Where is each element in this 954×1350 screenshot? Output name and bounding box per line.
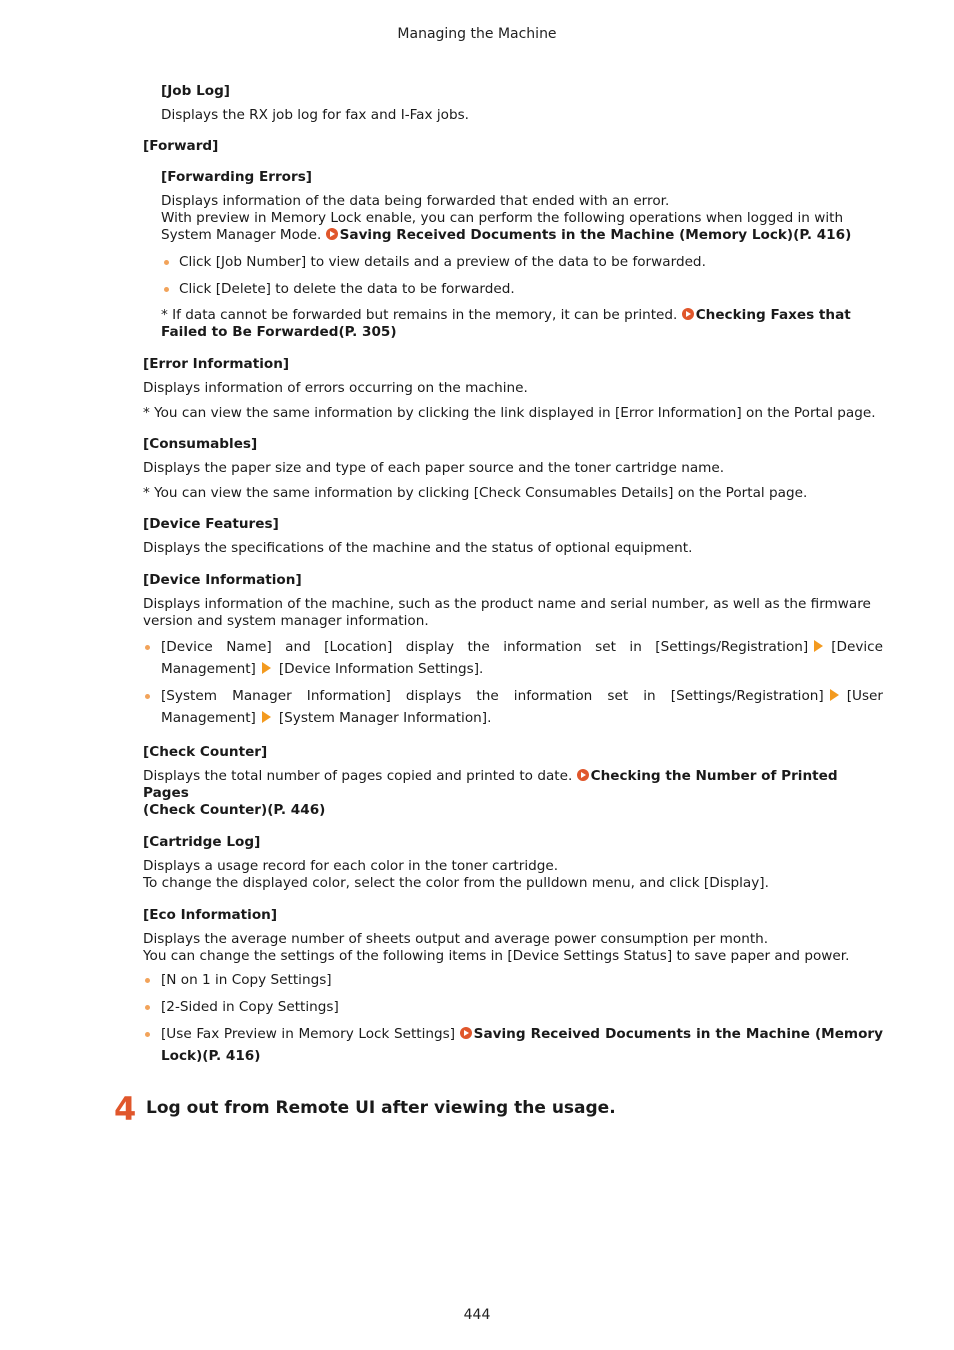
forwarding-errors-line1: Displays information of the data being forwarded that ended with an error. bbox=[161, 193, 670, 209]
eco-bullet-1: [N on 1 in Copy Settings] bbox=[161, 969, 883, 991]
memory-lock-link[interactable]: Saving Received Documents in the Machine (Memory Lock)(P. 416) bbox=[339, 227, 852, 243]
eco-bullet-3 bbox=[161, 1023, 883, 1067]
cartridge-log-desc bbox=[143, 858, 883, 892]
step-text: Log out from Remote UI after viewing the usage. bbox=[146, 1098, 616, 1118]
device-info-bullet-2-text: [System Manager Information] displays the information set in [Settings/Registration] bbox=[161, 688, 824, 704]
arrow-right-icon bbox=[262, 711, 271, 723]
forwarding-errors-line2: With preview in Memory Lock enable, you can perform the following operations when logged in with bbox=[161, 210, 844, 226]
device-info-bullet-1-p3: [Device Information Settings]. bbox=[278, 661, 484, 677]
main-content bbox=[0, 83, 954, 1067]
forward-note bbox=[161, 307, 883, 341]
eco-bullet-2: [2-Sided in Copy Settings] bbox=[161, 996, 883, 1018]
error-info-note: * You can view the same information by clicking the link displayed in [Error Information] on the Portal page. bbox=[143, 405, 876, 421]
forwarding-errors-line3-text: System Manager Mode. bbox=[161, 227, 326, 243]
arrow-right-icon bbox=[262, 662, 271, 674]
device-info-bullet-1-text: [Device Name] and [Location] display the information set in [Settings/Registration] bbox=[161, 639, 809, 655]
forwarding-errors-heading: [Forwarding Errors] bbox=[161, 169, 312, 185]
device-info-heading: [Device Information] bbox=[143, 572, 302, 588]
forwarding-errors-line3 bbox=[161, 227, 883, 244]
forward-note-line1 bbox=[161, 307, 883, 324]
device-info-bullet-2 bbox=[161, 685, 883, 729]
eco-info-desc bbox=[143, 931, 883, 965]
forward-heading: [Forward] bbox=[143, 138, 219, 154]
forward-bullet-1: Click [Job Number] to view details and a preview of the data to be forwarded. bbox=[179, 254, 883, 271]
memory-lock-link-2[interactable]: Saving Received Documents in the Machine (Memory Lock)(P. 416) bbox=[161, 1026, 883, 1064]
arrow-right-icon bbox=[830, 689, 839, 701]
printed-pages-link-a[interactable]: Checking the Number of Printed Pages bbox=[143, 768, 838, 801]
device-info-bullet-2-p2: [User Management] bbox=[161, 688, 883, 726]
check-counter-line1 bbox=[143, 768, 883, 802]
consumables-desc: Displays the paper size and type of each paper source and the toner cartridge name. bbox=[143, 460, 725, 476]
eco-info-line1: Displays the average number of sheets output and average power consumption per month. bbox=[143, 931, 769, 947]
eco-info-heading: [Eco Information] bbox=[143, 907, 278, 923]
consumables-heading: [Consumables] bbox=[143, 436, 258, 452]
job-log-desc: Displays the RX job log for fax and I-Fax jobs. bbox=[161, 107, 470, 123]
eco-info-line2: You can change the settings of the following items in [Device Settings Status] to save paper and power. bbox=[143, 948, 850, 964]
cartridge-log-heading: [Cartridge Log] bbox=[143, 834, 261, 850]
device-features-desc: Displays the specifications of the machine and the status of optional equipment. bbox=[143, 540, 693, 556]
job-log-heading: [Job Log] bbox=[161, 83, 231, 99]
device-info-desc-line1: Displays information of the machine, such as the product name and serial number, as well as the firmware bbox=[143, 596, 871, 612]
check-counter-text: Displays the total number of pages copied and printed to date. bbox=[143, 768, 577, 784]
printed-pages-link-b[interactable]: (Check Counter)(P. 446) bbox=[143, 802, 326, 818]
forward-note-text: * If data cannot be forwarded but remains in the memory, it can be printed. bbox=[161, 307, 682, 323]
device-info-bullet-1-p2: [Device Management] bbox=[161, 639, 883, 677]
link-arrow-icon bbox=[326, 228, 338, 240]
device-info-desc-line2: version and system manager information. bbox=[143, 613, 429, 629]
page-header: Managing the Machine bbox=[397, 26, 557, 42]
forward-bullet-2: Click [Delete] to delete the data to be forwarded. bbox=[179, 281, 883, 298]
forwarding-errors-desc bbox=[161, 193, 883, 244]
error-info-desc: Displays information of errors occurring on the machine. bbox=[143, 380, 528, 396]
check-counter-desc bbox=[143, 768, 883, 819]
device-info-bullet-1 bbox=[161, 636, 883, 680]
cartridge-log-line2: To change the displayed color, select the color from the pulldown menu, and click [Display]. bbox=[143, 875, 769, 891]
device-info-desc bbox=[143, 596, 883, 630]
consumables-note: * You can view the same information by clicking [Check Consumables Details] on the Portal page. bbox=[143, 485, 808, 501]
eco-bullet-3-text: [Use Fax Preview in Memory Lock Settings] bbox=[161, 1026, 460, 1042]
page-number: 444 bbox=[463, 1307, 491, 1323]
step-number: 4 bbox=[114, 1090, 137, 1128]
arrow-right-icon bbox=[814, 640, 823, 652]
link-arrow-icon bbox=[577, 769, 589, 781]
error-info-heading: [Error Information] bbox=[143, 356, 290, 372]
checking-faxes-link-a[interactable]: Checking Faxes that bbox=[695, 307, 851, 323]
link-arrow-icon bbox=[460, 1027, 472, 1039]
link-arrow-icon bbox=[682, 308, 694, 320]
cartridge-log-line1: Displays a usage record for each color in the toner cartridge. bbox=[143, 858, 559, 874]
check-counter-heading: [Check Counter] bbox=[143, 744, 268, 760]
checking-faxes-link-b[interactable]: Failed to Be Forwarded(P. 305) bbox=[161, 324, 397, 340]
device-features-heading: [Device Features] bbox=[143, 516, 279, 532]
device-info-bullet-2-p3: [System Manager Information]. bbox=[278, 710, 492, 726]
